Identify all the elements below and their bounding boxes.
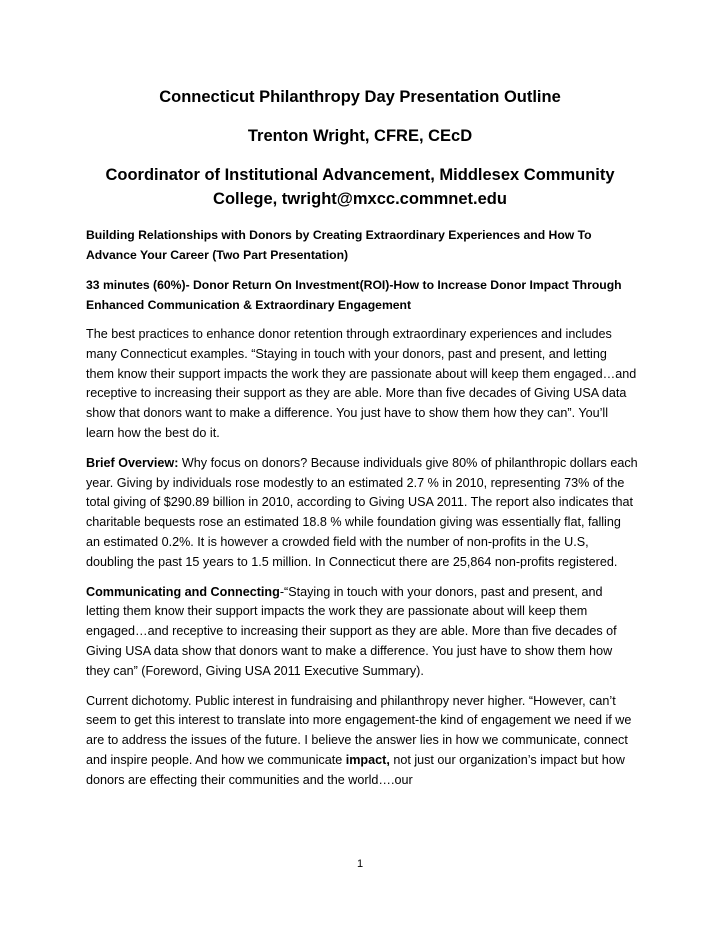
dichotomy-paragraph [86,692,638,791]
communicating-paragraph [86,583,638,682]
document-body [86,225,638,801]
intro-paragraph: The best practices to enhance donor retention through extraordinary experiences and includes many Connecticut examples. “Staying in touch with your donors, past and present, and letting them know their support impacts the work they are passionate about will keep them engaged…and receptive to increasing their support as they are able. More than five decades of Giving USA data show that donors want to make a difference. You just have to show them how they can”. You’ll learn how the best do it. [86,327,637,440]
author-line: Trenton Wright, CFRE, CEcD [247,127,473,145]
dichotomy-text-end: not just our organization’s impact but how donors are effecting their communities and the world….our [86,752,625,787]
overview-label: Brief Overview: [86,455,179,470]
author-role-line: Coordinator of Institutional Advancement, Middlesex Community College, twright@mxcc.commnet.edu [105,166,615,208]
dichotomy-emphasis: impact, [345,752,390,767]
overview-text: Why focus on donors? Because individuals give 80% of philanthropic dollars each year. Giving by individuals rose modestly to an estimated 2.7 % in 2010, representing 73% of the total giving of $290.89 billion in 2010, according to Giving USA 2011. The report also indicates that charitable bequests rose an estimated 18.8 % while foundation giving was essentially flat, falling an estimated 0.2%. It is however a crowded field with the number of non-profits in the U.S, doubling the past 15 years to 1.5 million. In Connecticut there are 25,864 non-profits registered. [86,455,638,569]
communicating-label: Communicating and Connecting [86,584,280,599]
communicating-text: -“Staying in touch with your donors, past and present, and letting them know their support impacts the work they are passionate about will keep them engaged…and receptive to increasing their support as they are able. More than five decades of Giving USA data show that donors want to make a difference. You just have to show them how they can” (Foreword, Giving USA 2011 Executive Summary). [86,584,617,678]
subheading-presentation: Building Relationships with Donors by Creating Extraordinary Experiences and How To Advance Your Career (Two Part Presentation) [86,228,592,262]
page-number: 1 [356,858,364,870]
overview-paragraph [86,454,638,573]
subheading-donor-roi: 33 minutes (60%)- Donor Return On Investment(ROI)-How to Increase Donor Impact Through Enhanced Communication & Extraordinary Engagement [86,278,622,312]
page-title: Connecticut Philanthropy Day Presentation Outline [159,88,561,106]
dichotomy-text-start: Current dichotomy. Public interest in fundraising and philanthropy never higher. “However, can’t seem to get this interest to translate into more engagement-the kind of engagement we need if we are to address the issues of the future. I believe the answer lies in how we communicate, connect and inspire people. And how we communicate [86,693,632,767]
